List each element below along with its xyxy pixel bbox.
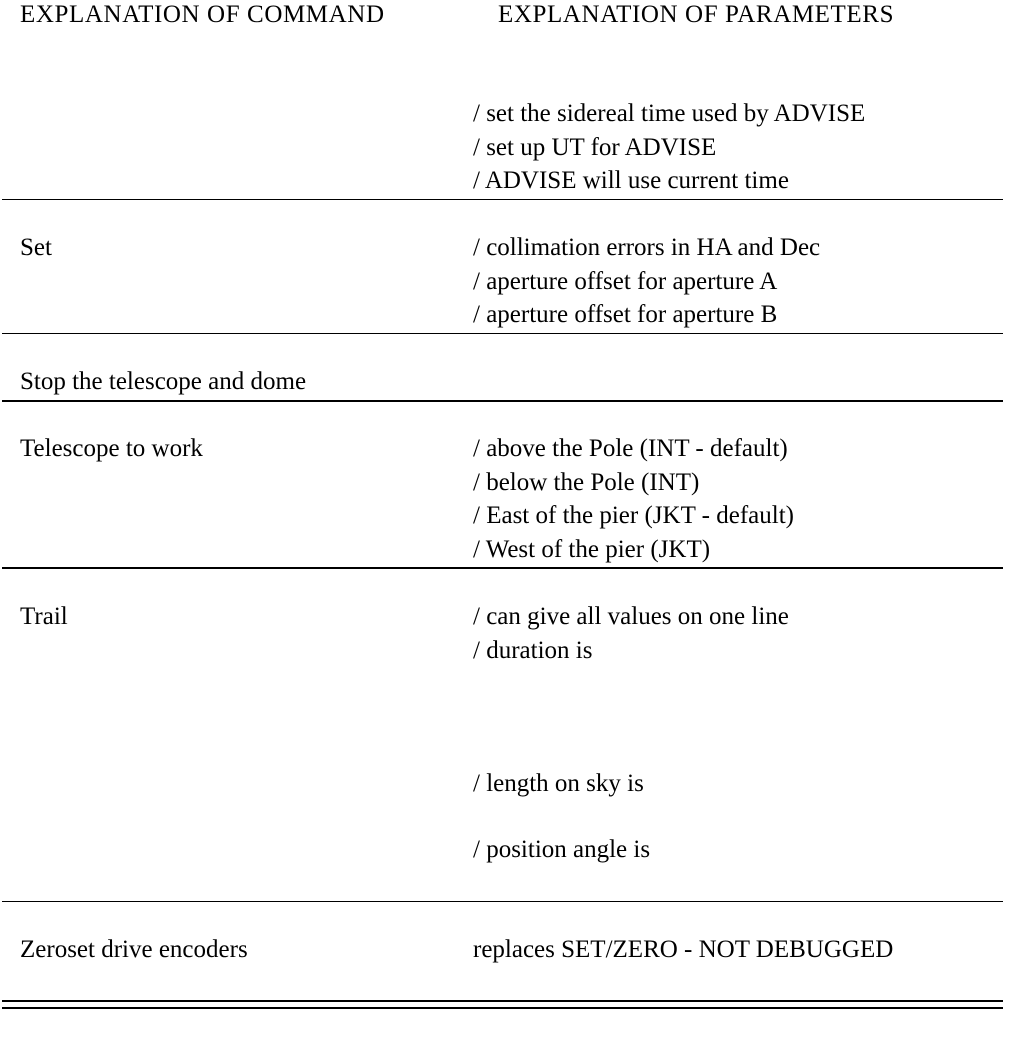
param-text: / set the sidereal time used by ADVISE <box>473 100 866 127</box>
command-column-header: EXPLANATION OF COMMAND <box>20 1 385 28</box>
command-text: Zeroset drive encoders <box>20 936 248 963</box>
table-end-rule-bottom <box>2 1007 1003 1009</box>
row-divider <box>2 901 1003 902</box>
row-divider <box>2 333 1003 334</box>
param-text: / below the Pole (INT) <box>473 469 700 496</box>
param-text: / above the Pole (INT - default) <box>473 435 788 462</box>
param-text: / ADVISE will use current time <box>473 167 789 194</box>
param-text: / length on sky is <box>473 770 644 797</box>
parameters-column-header: EXPLANATION OF PARAMETERS <box>498 1 895 28</box>
param-text: / East of the pier (JKT - default) <box>473 502 794 529</box>
param-text: / position angle is <box>473 836 651 863</box>
param-text: replaces SET/ZERO - NOT DEBUGGED <box>473 936 894 963</box>
param-text: / aperture offset for aperture A <box>473 268 778 295</box>
command-text: Telescope to work <box>20 435 203 462</box>
command-text: Trail <box>20 603 68 630</box>
param-text: / can give all values on one line <box>473 603 789 630</box>
command-text: Stop the telescope and dome <box>20 368 307 395</box>
command-text: Set <box>20 234 52 261</box>
row-divider <box>2 400 1003 402</box>
param-text: / set up UT for ADVISE <box>473 134 717 161</box>
param-text: / West of the pier (JKT) <box>473 536 711 563</box>
param-text: / duration is <box>473 637 593 664</box>
param-text: / collimation errors in HA and Dec <box>473 234 821 261</box>
row-divider <box>2 199 1003 200</box>
table-end-rule-top <box>2 1000 1003 1002</box>
param-text: / aperture offset for aperture B <box>473 301 778 328</box>
row-divider <box>2 567 1003 569</box>
